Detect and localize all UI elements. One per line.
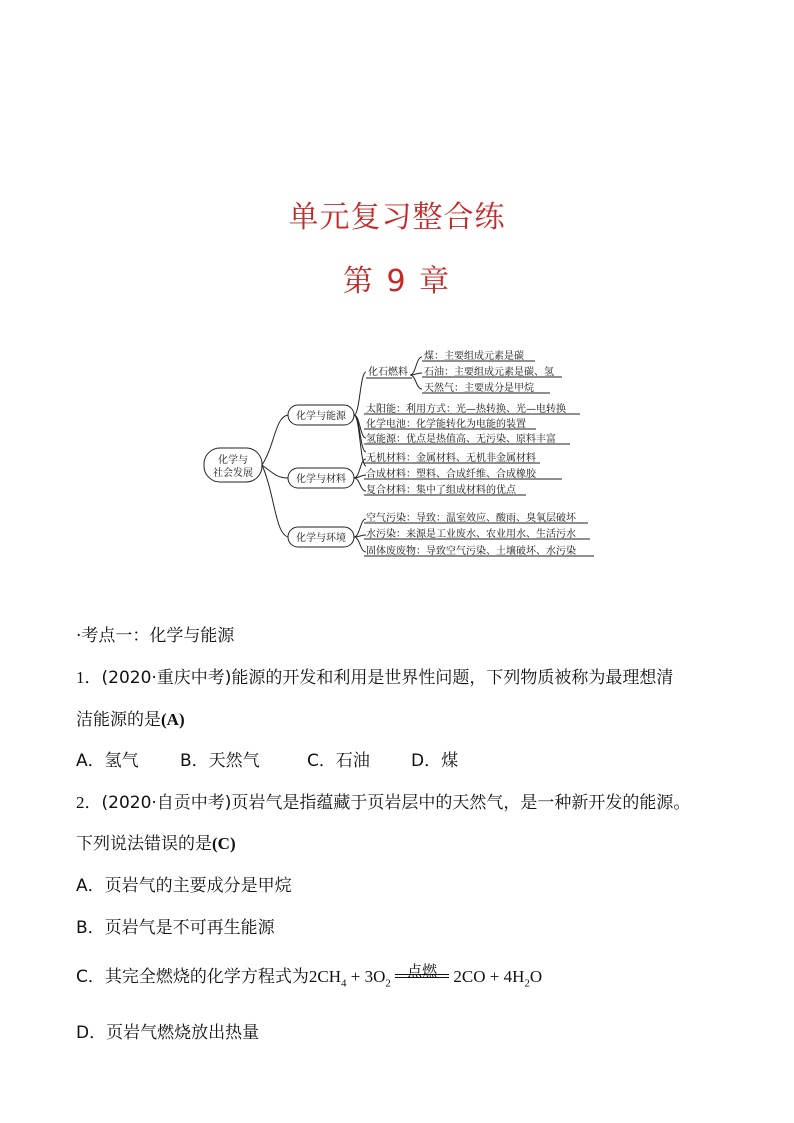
question-number: 1． (76, 668, 102, 687)
question-2-line-1 (76, 792, 690, 814)
page-title: 单元复习整合练 (288, 200, 506, 235)
energy-item: 太阳能：利用方式：光—热转换、光—电转换 (366, 404, 566, 415)
question-stem: 下列说法错误的是 (76, 834, 212, 854)
materials-item: 复合材料：集中了组成材料的优点 (366, 485, 516, 496)
eq-subscript: 2 (524, 977, 530, 990)
option-d: D．页岩气燃烧放出热量 (76, 1023, 260, 1043)
eq-term: + 3O (346, 967, 386, 986)
chemical-equation (308, 962, 543, 990)
branch-label-materials: 化学与材料 (296, 474, 346, 485)
eq-subscript: 2 (385, 977, 391, 990)
question-stem: 能源的开发和利用是世界性问题，下列物质被称为最理想清 (231, 668, 674, 688)
question-1-line-1 (76, 667, 673, 689)
question-source: (2020·自贡中考) (101, 793, 232, 813)
question-answer: (C) (212, 834, 236, 853)
option-c (76, 962, 543, 994)
option-b: B．天然气 (180, 751, 260, 771)
environment-item: 固体废废物：导致空气污染、土壤破坏、水污染 (366, 546, 576, 557)
environment-item: 水污染：来源是工业废水、农业用水、生活污水 (366, 529, 576, 540)
question-1-line-2 (76, 709, 185, 731)
option-c-text: C．其完全燃烧的化学方程式为 (76, 967, 309, 987)
fossil-item: 石油：主要组成元素是碳、氢 (424, 367, 554, 378)
question-2-line-2 (76, 833, 236, 855)
root-label-2: 社会发展 (213, 468, 253, 479)
energy-item: 化学电池：化学能转化为电能的装置 (366, 419, 526, 430)
reaction-condition: 点燃 (407, 962, 438, 980)
option-a: A．氢气 (76, 751, 139, 771)
fossil-item: 天然气：主要成分是甲烷 (424, 383, 534, 394)
option-b: B．页岩气是不可再生能源 (76, 918, 275, 938)
question-source: (2020·重庆中考) (101, 668, 232, 688)
question-number: 2． (76, 793, 102, 812)
materials-item: 无机材料：金属材料、无机非金属材料 (366, 453, 536, 464)
option-a: A．页岩气的主要成分是甲烷 (76, 876, 292, 896)
concept-map (190, 335, 610, 580)
question-1-options (76, 750, 458, 772)
environment-item: 空气污染：导致：温室效应、酸雨、臭氧层破坏 (366, 513, 576, 524)
eq-term: O (529, 967, 543, 986)
fossil-item: 煤：主要组成元素是碳 (424, 351, 524, 362)
eq-subscript: 4 (341, 977, 347, 990)
section-heading: ·考点一：化学与能源 (76, 626, 235, 646)
energy-item: 氢能源：优点是热值高、无污染、原料丰富 (366, 434, 556, 445)
question-stem: 洁能源的是 (76, 710, 161, 730)
root-label-1: 化学与 (218, 455, 248, 466)
fossil-fuel-label: 化石燃料 (368, 367, 408, 378)
option-c: C．石油 (307, 751, 370, 771)
branch-label-environment: 化学与环境 (296, 533, 346, 544)
branch-label-energy: 化学与能源 (296, 411, 346, 422)
eq-term: 2CH (308, 967, 341, 986)
question-stem: 页岩气是指蕴藏于页岩层中的天然气，是一种新开发的能源。 (231, 793, 691, 813)
materials-item: 合成材料：塑料、合成纤维、合成橡胶 (366, 469, 536, 480)
chapter-title: 第 9 章 (342, 264, 452, 299)
question-answer: (A) (161, 710, 185, 729)
option-d: D．煤 (411, 751, 459, 771)
eq-term: 2CO + 4H (453, 967, 525, 986)
